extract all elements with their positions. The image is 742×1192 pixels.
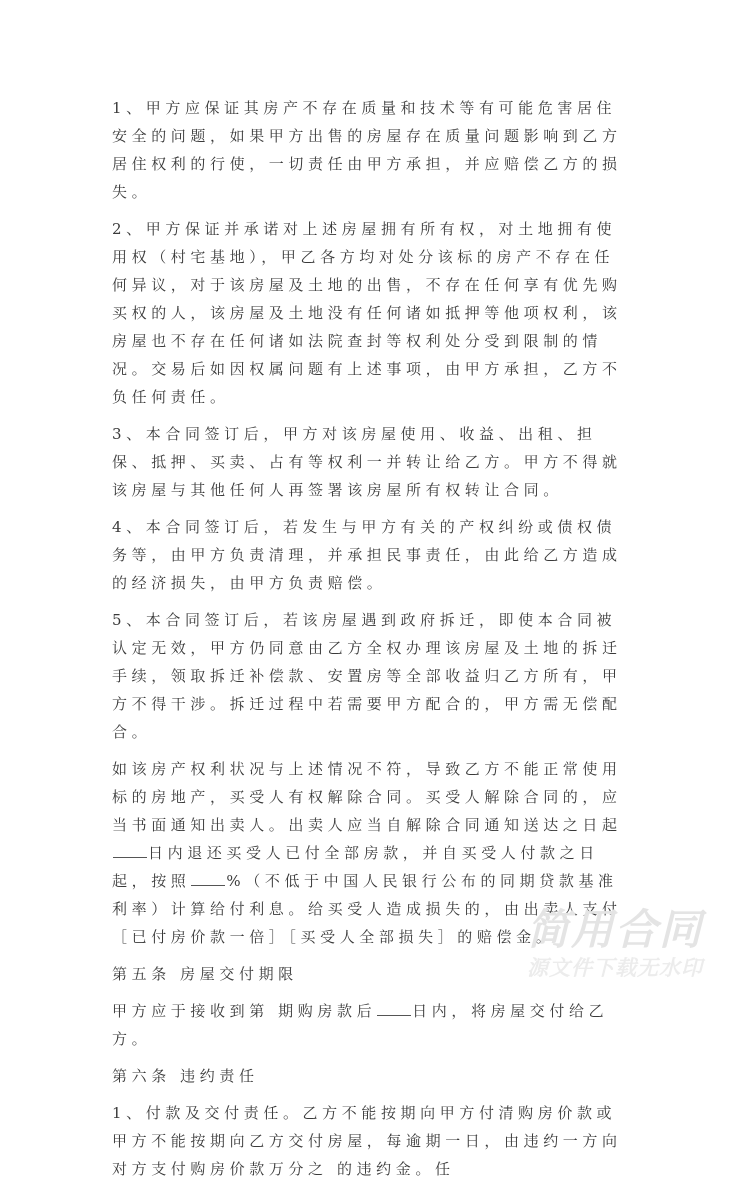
clause-1: 1、甲方应保证其房产不存在质量和技术等有可能危害居住安全的问题，如果甲方出售的房屋存在质量问题影响到乙方居住权利的行使，一切责任由甲方承担，并应赔偿乙方的损失。 bbox=[112, 99, 622, 201]
delivery-days-blank bbox=[377, 1001, 411, 1016]
termination-text-1: 如该房产权利状况与上述情况不符，导致乙方不能正常使用标的房地产，买受人有权解除合同。买受人解除合同的，应当书面通知出卖人。出卖人应当自解除合同通知送达之日起 bbox=[112, 760, 622, 834]
rate-blank bbox=[191, 871, 225, 886]
termination-clause bbox=[112, 755, 632, 951]
days-blank bbox=[113, 843, 147, 858]
termination-text-3: %（不低于中国人民银行公布的同期贷款基准利率）计算给付利息。给买受人造成损失的，由出卖人支付［已付房价款一倍］［买受人全部损失］的赔偿金。 bbox=[112, 872, 622, 946]
watermark-subtext: 源文件下载无水印 bbox=[527, 956, 703, 980]
clause-3: 3、本合同签订后，甲方对该房屋使用、收益、出租、担保、抵押、买卖、占有等权利一并转让给乙方。甲方不得就该房屋与其他任何人再签署该房屋所有权转让合同。 bbox=[112, 425, 622, 499]
article-5-text-2: 日内，将房屋交付给乙方。 bbox=[112, 1002, 609, 1048]
clause-2: 2、甲方保证并承诺对上述房屋拥有所有权，对土地拥有使用权（村宅基地），甲乙各方均对处分该标的房产不存在任何异议，对于该房屋及土地的出售，不存在任何享有优先购买权的人，该房屋及土地没有任何诸如抵押等他项权利，该房屋也不存在任何诸如法院查封等权利处分受到限制的情况。交易后如因权属问题有上述事项，由甲方承担，乙方不负任何责任。 bbox=[112, 220, 622, 406]
article-5-text-1: 甲方应于接收到第 期购房款后 bbox=[112, 1002, 377, 1020]
termination-text-2: 日内退还买受人已付全部房款，并自买受人付款之日起，按照 bbox=[112, 844, 599, 890]
article-6-heading: 第六条 违约责任 bbox=[112, 1067, 259, 1085]
watermark-logo-text: 简用合同 bbox=[526, 905, 703, 954]
article-6-item-1: 1、付款及交付责任。乙方不能按期向甲方付清购房价款或甲方不能按期向乙方交付房屋，每逾期一日，由违约一方向对方支付购房价款万分之 的违约金。任 bbox=[112, 1104, 622, 1178]
document-body bbox=[112, 94, 632, 1192]
clause-5: 5、本合同签订后，若该房屋遇到政府拆迁，即使本合同被认定无效，甲方仍同意由乙方全权办理该房屋及土地的拆迁手续，领取拆迁补偿款、安置房等全部收益归乙方所有，甲方不得干涉。拆迁过程中若需要甲方配合的，甲方需无偿配合。 bbox=[112, 611, 622, 741]
article-5-heading: 第五条 房屋交付期限 bbox=[112, 965, 298, 983]
article-5-body bbox=[112, 997, 632, 1053]
clause-4: 4、本合同签订后，若发生与甲方有关的产权纠纷或债权债务等，由甲方负责清理，并承担民事责任，由此给乙方造成的经济损失，由甲方负责赔偿。 bbox=[112, 518, 622, 592]
